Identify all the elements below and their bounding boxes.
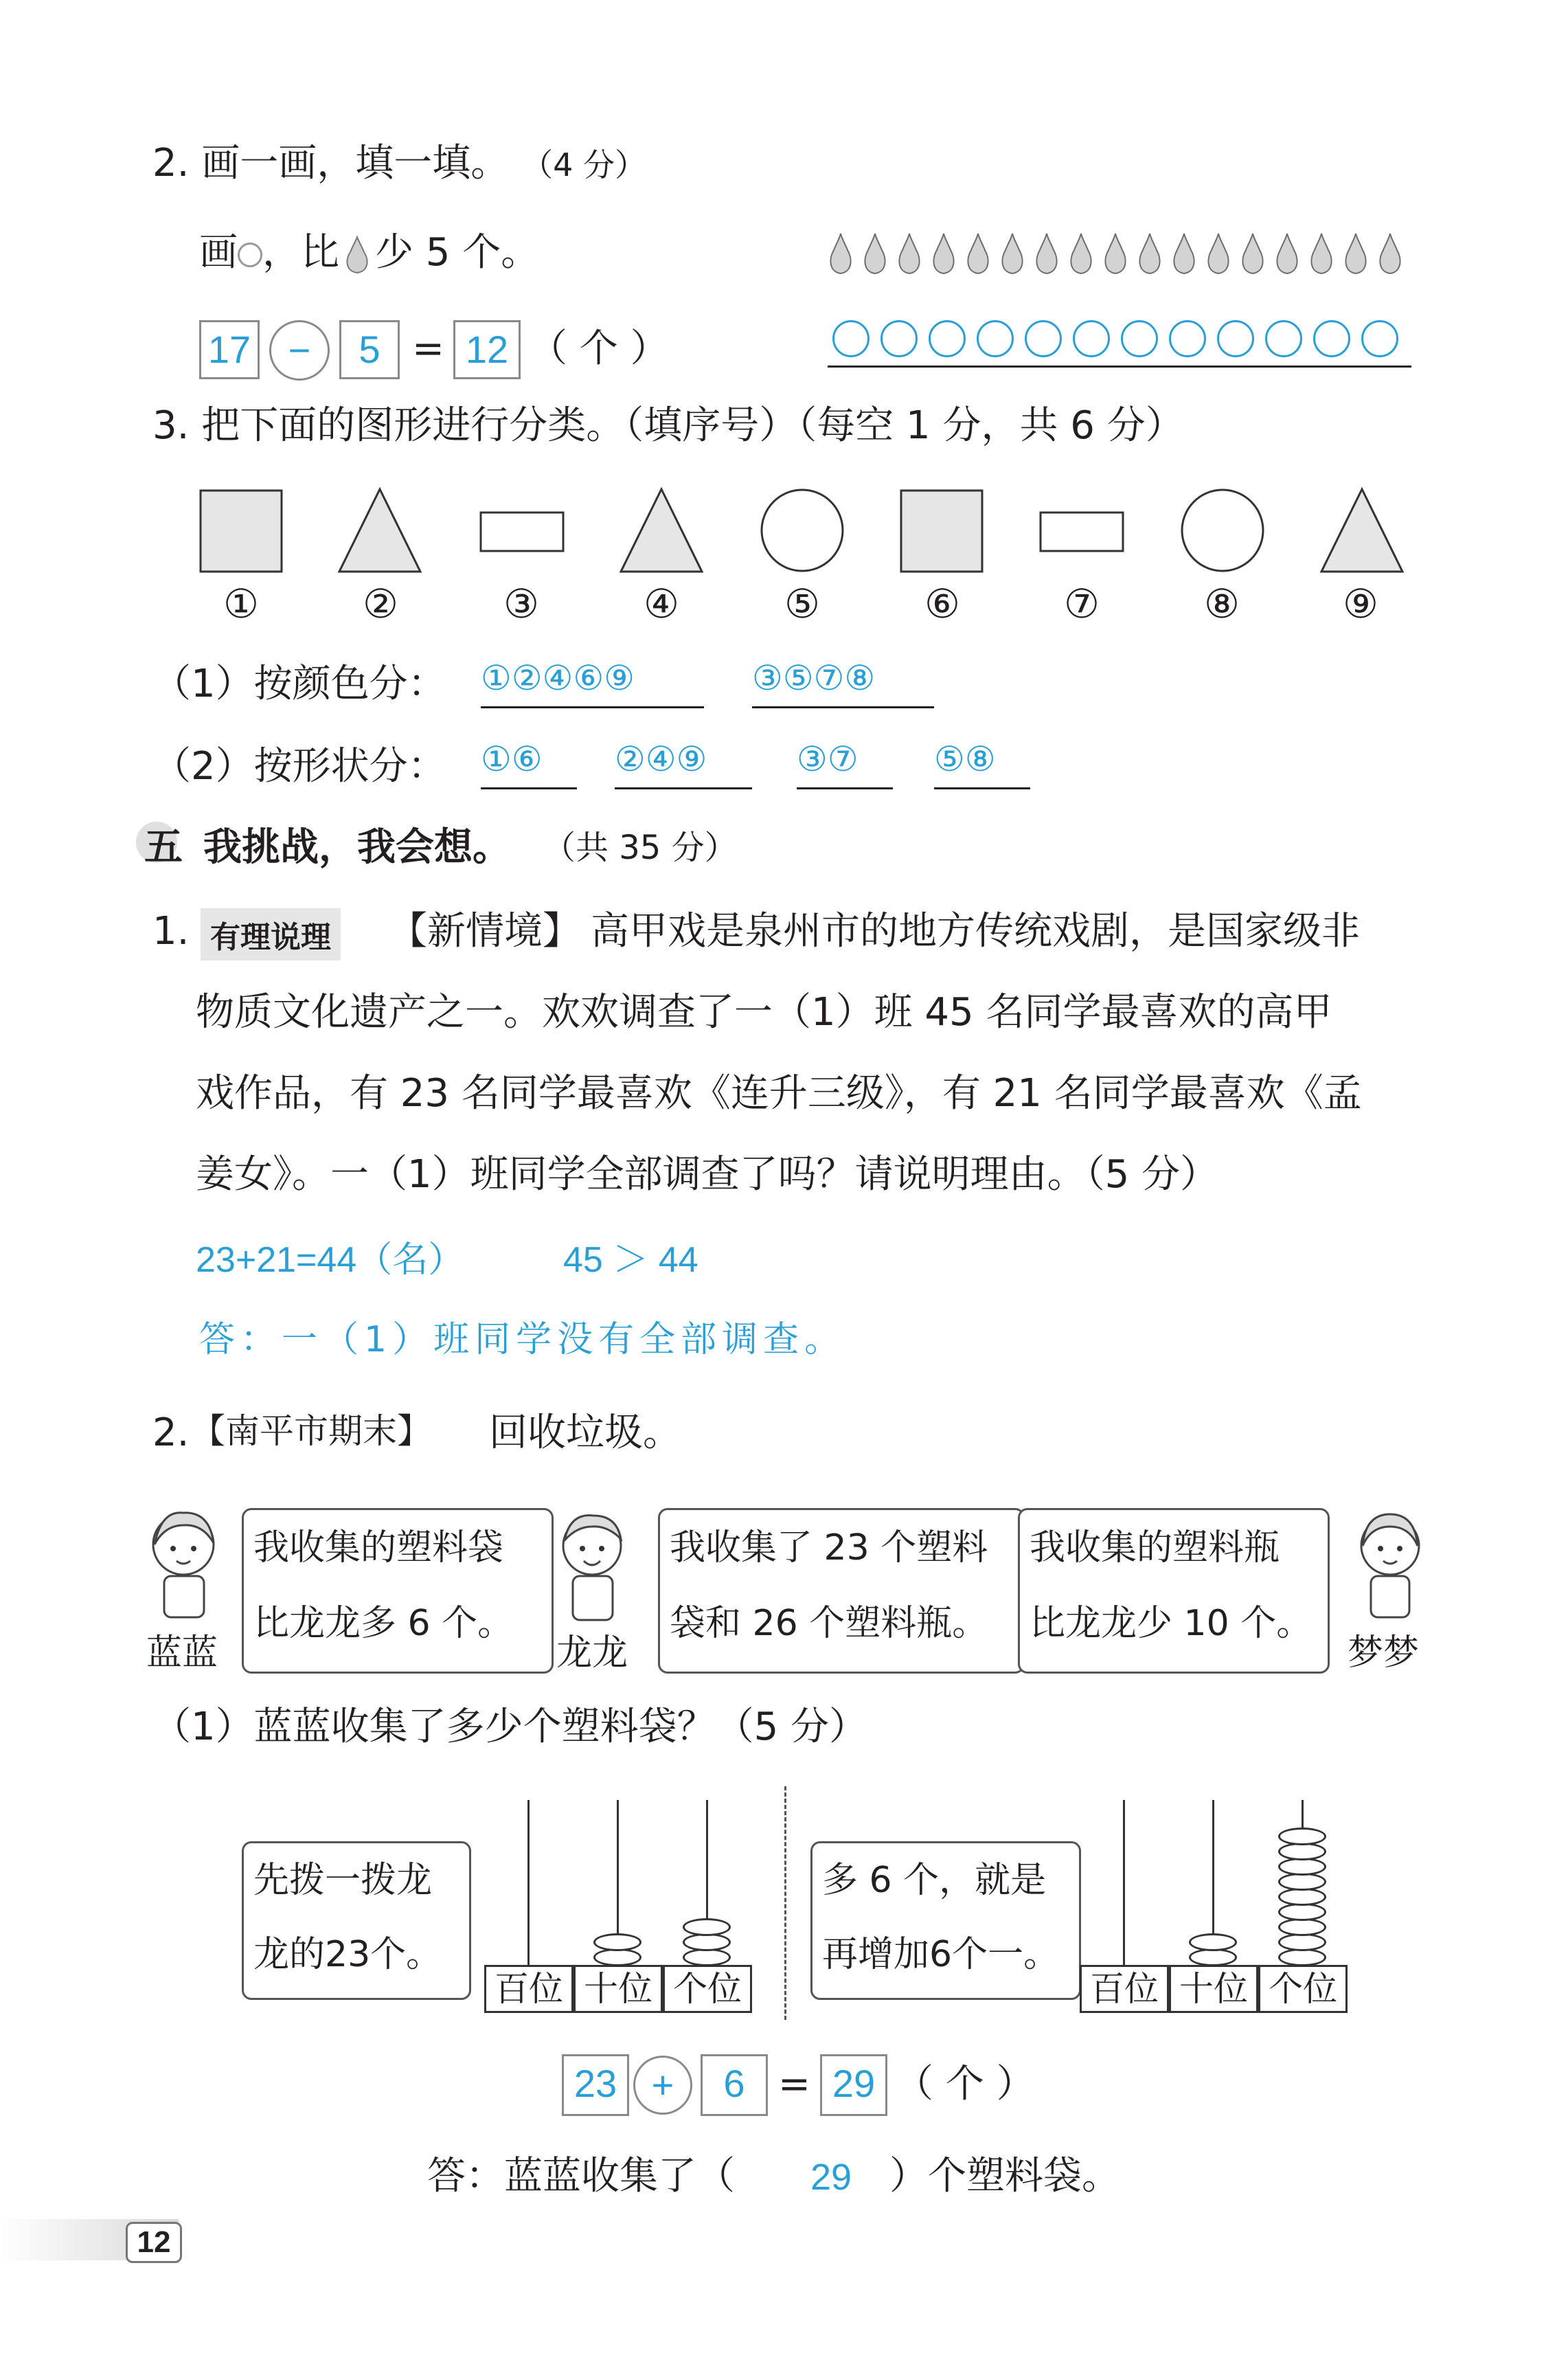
pear-icon: [1205, 232, 1231, 275]
p1-tag: 有理说理: [201, 908, 341, 960]
hint-left-line-1: 先拨一拨龙: [253, 1860, 433, 1901]
section5-number: 五: [144, 825, 183, 870]
shape-8-circle: [1182, 490, 1263, 571]
pear-icon: [965, 232, 991, 275]
bubble-mengmeng-line-2: 比龙龙少 10 个。: [1030, 1603, 1313, 1644]
place-label-tens: 十位: [1169, 1965, 1258, 2013]
pear-icon: [1137, 232, 1163, 275]
name-longlong: 龙龙: [556, 1632, 628, 1674]
circle-icon: [238, 243, 262, 267]
q3-sub2-answer-2[interactable]: ②④⑨: [615, 742, 752, 789]
drawn-circle: [832, 320, 870, 357]
pear-icon: [828, 232, 854, 275]
p2-eq-c-box[interactable]: 29: [820, 2054, 887, 2116]
p2-source: 【南平市期末】: [191, 1411, 431, 1451]
girl-mengmeng-avatar: [1346, 1503, 1435, 1627]
pear-icon: [1377, 232, 1403, 275]
shape-9-triangle: [1321, 489, 1402, 572]
shape-3-rectangle: [481, 513, 563, 551]
pear-icon: [1068, 232, 1094, 275]
pear-icon: [1274, 232, 1300, 275]
q2-number: 2.: [152, 141, 190, 185]
q2-eq-equals: =: [412, 326, 444, 371]
drawn-circle: [1265, 320, 1302, 357]
p2-eq-a-box[interactable]: 23: [562, 2054, 629, 2116]
pear-icon: [896, 232, 922, 275]
abacus-right: [1080, 1800, 1348, 2013]
p1-line-2: 物质文化遗产之一。欢欢调查了一（1）班 45 名同学最喜欢的高甲: [196, 990, 1332, 1035]
page-number: 12: [126, 2222, 182, 2263]
hint-right: [810, 1841, 1081, 2000]
pear-icon: [1343, 232, 1369, 275]
place-label-tens: 十位: [573, 1965, 663, 2013]
p1-number: 1.: [152, 909, 190, 954]
pear-row: [828, 232, 1411, 278]
p2-eq-unit: （ 个 ）: [895, 2062, 1035, 2106]
q3-sub1-answer-2[interactable]: ③⑤⑦⑧: [752, 661, 934, 708]
shape-5-circle: [762, 490, 843, 571]
circle-row-underline: [828, 365, 1411, 368]
p1-context: 【新情境】: [389, 909, 581, 954]
abacus-left: [484, 1800, 752, 2013]
speech-bubble-longlong: [658, 1508, 1025, 1674]
drawn-circle: [1073, 320, 1110, 357]
shape-6-square: [901, 491, 982, 572]
shape-2-triangle: [339, 489, 420, 572]
q2-score: （4 分）: [521, 146, 646, 183]
p2-answer-suffix: ）个塑料袋。: [889, 2154, 1120, 2198]
p2-number: 2.: [152, 1410, 190, 1455]
p1-answer-equation: 23+21=44（名）: [196, 1240, 464, 1280]
bubble-mengmeng-line-1: 我收集的塑料瓶: [1030, 1527, 1280, 1568]
drawn-circle: [1169, 320, 1206, 357]
name-lanlan: 蓝蓝: [146, 1632, 218, 1674]
p2-eq-equals: =: [778, 2062, 810, 2106]
drawn-circle: [1025, 320, 1062, 357]
pear-icon: [931, 232, 957, 275]
p1-line-3: 戏作品，有 23 名同学最喜欢《连升三级》，有 21 名同学最喜欢《孟: [196, 1071, 1362, 1116]
p2-answer-value[interactable]: 29: [810, 2157, 852, 2198]
place-label-hundreds: 百位: [484, 1965, 573, 2013]
drawn-circle: [880, 320, 918, 357]
q2-title-text: 画一画，填一填。: [201, 141, 510, 185]
pear-icon: [1308, 232, 1334, 275]
p2-eq-b-box[interactable]: 6: [701, 2054, 768, 2116]
drawn-circle: [1121, 320, 1158, 357]
shape-4-triangle: [621, 489, 702, 572]
bubble-longlong-line-1: 我收集了 23 个塑料: [670, 1527, 988, 1568]
boy-longlong-avatar: [549, 1506, 639, 1630]
section5-score: （共 35 分）: [543, 829, 738, 867]
bubble-lanlan-line-1: 我收集的塑料袋: [253, 1527, 504, 1568]
q2-eq-operator[interactable]: −: [269, 320, 330, 381]
abacus-bead: [683, 1918, 731, 1936]
q2-eq-c-box[interactable]: 12: [453, 320, 521, 379]
shape-row: [185, 481, 1435, 577]
drawn-circle: [1217, 320, 1254, 357]
hint-left-line-2: 龙的23个。: [253, 1934, 442, 1975]
q3-title: [152, 403, 1184, 448]
pear-icon: [999, 232, 1025, 275]
shape-label-5: ⑤: [784, 581, 820, 627]
shape-label-1: ①: [223, 581, 259, 627]
rod-hundreds: [1123, 1800, 1125, 1965]
pear-icon: [1240, 232, 1266, 275]
hint-left: [242, 1841, 471, 2000]
q3-number: 3.: [152, 403, 190, 448]
p2-title: 回收垃圾。: [489, 1410, 681, 1455]
q3-sub2-answer-4[interactable]: ⑤⑧: [934, 742, 1030, 789]
drawn-circle: [1361, 320, 1398, 357]
q3-sub1-answer-1[interactable]: ①②④⑥⑨: [481, 661, 704, 708]
q3-sub2-label: （2）按形状分：: [152, 744, 446, 789]
place-label-ones: 个位: [1258, 1965, 1348, 2013]
q2-draw-text: 画: [199, 230, 238, 275]
q2-instruction: [199, 230, 540, 275]
shape-label-6: ⑥: [924, 581, 960, 627]
abacus-bead: [1278, 1827, 1326, 1845]
p1-line-1: 高甲戏是泉州市的地方传统戏剧，是国家级非: [591, 909, 1360, 954]
shape-label-7: ⑦: [1064, 581, 1100, 627]
abacus-bead: [1189, 1933, 1237, 1951]
shape-7-rectangle: [1041, 513, 1123, 551]
p2-answer-prefix: 答：蓝蓝收集了（: [427, 2154, 735, 2198]
q2-less-text: 少 5 个。: [375, 230, 540, 275]
p1-answer-text: 答：一（1）班同学没有全部调查。: [199, 1319, 846, 1360]
hint-right-line-2: 再增加6个一。: [822, 1934, 1060, 1975]
speech-bubble-mengmeng: [1018, 1508, 1330, 1674]
p1-answer-compare: 45 ＞ 44: [563, 1240, 698, 1280]
p2-eq-operator[interactable]: +: [633, 2056, 692, 2115]
name-mengmeng: 梦梦: [1348, 1632, 1420, 1674]
p2-sub1-question: （1）蓝蓝收集了多少个塑料袋？（5 分）: [152, 1705, 868, 1749]
drawn-circle: [977, 320, 1014, 357]
rod-hundreds: [527, 1800, 530, 1965]
pear-icon: [1102, 232, 1128, 275]
circle-row: [832, 320, 1409, 360]
shape-label-2: ②: [363, 581, 398, 627]
speech-bubble-lanlan: [242, 1508, 554, 1674]
pear-icon: [862, 232, 888, 275]
q2-eq-unit: （ 个 ）: [529, 326, 669, 371]
bubble-lanlan-line-2: 比龙龙多 6 个。: [253, 1603, 514, 1644]
q2-compare-text: ，比: [262, 230, 339, 275]
section5-title: 我挑战，我会想。: [203, 825, 511, 870]
shape-label-9: ⑨: [1343, 581, 1378, 627]
divider: [784, 1786, 786, 2020]
bubble-longlong-line-2: 袋和 26 个塑料瓶。: [670, 1603, 988, 1644]
girl-lanlan-avatar: [141, 1503, 230, 1627]
drawn-circle: [929, 320, 966, 357]
pear-icon: [343, 236, 371, 274]
shape-1-square: [201, 491, 282, 572]
shape-label-3: ③: [503, 581, 539, 627]
shape-label-4: ④: [644, 581, 679, 627]
p1-line-4: 姜女》。一（1）班同学全部调查了吗？请说明理由。（5 分）: [196, 1152, 1219, 1197]
q3-sub2-answer-3[interactable]: ③⑦: [797, 742, 893, 789]
q3-title-text: 把下面的图形进行分类。（填序号）（每空 1 分，共 6 分）: [201, 403, 1184, 448]
q2-eq-b-box[interactable]: 5: [339, 320, 400, 379]
drawn-circle: [1313, 320, 1350, 357]
place-label-ones: 个位: [663, 1965, 752, 2013]
q2-eq-a-box[interactable]: 17: [199, 320, 260, 379]
pear-icon: [1171, 232, 1197, 275]
q2-title: [152, 141, 646, 185]
pear-icon: [1034, 232, 1060, 275]
abacus-bead: [593, 1933, 641, 1951]
q3-sub2-answer-1[interactable]: ①⑥: [481, 742, 577, 789]
hint-right-line-1: 多 6 个，就是: [822, 1860, 1047, 1901]
shape-label-8: ⑧: [1204, 581, 1240, 627]
place-label-hundreds: 百位: [1080, 1965, 1169, 2013]
q3-sub1-label: （1）按颜色分：: [152, 662, 446, 706]
